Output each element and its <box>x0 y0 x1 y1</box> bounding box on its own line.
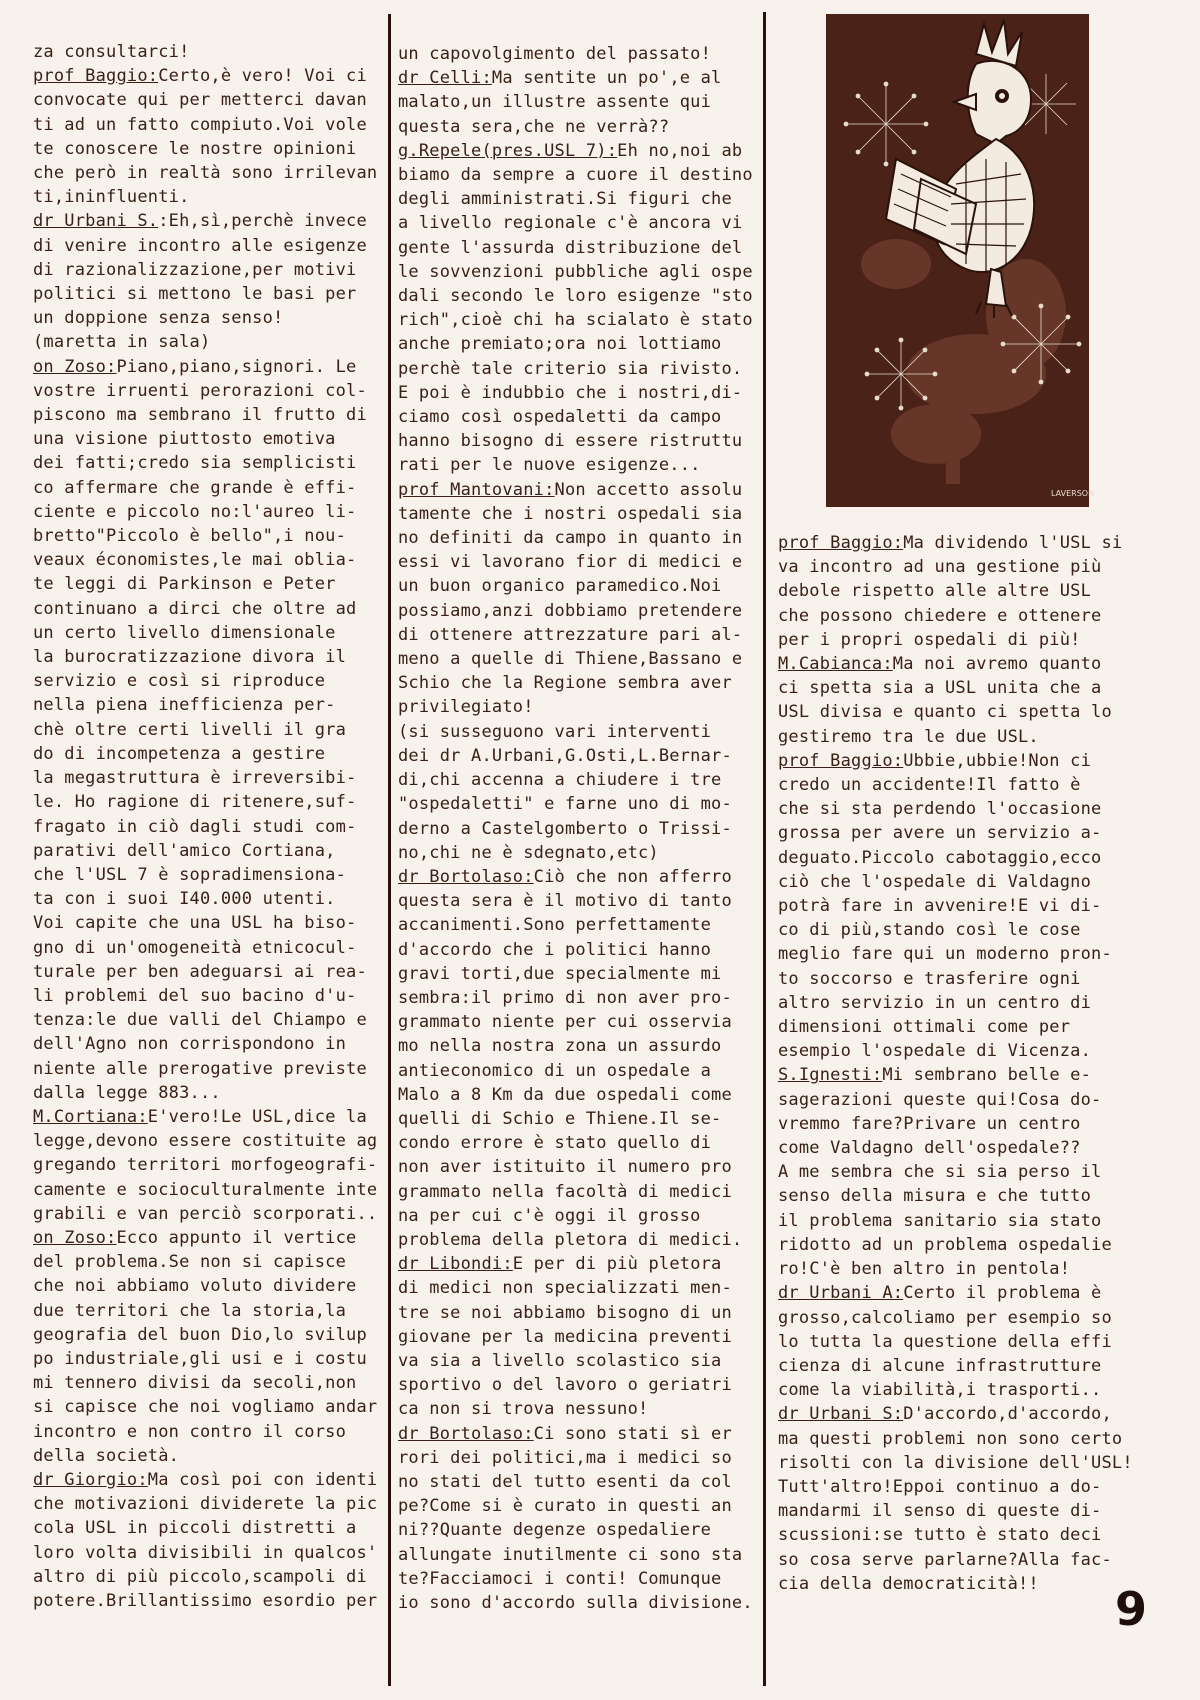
speech-block <box>398 66 768 139</box>
speech-block <box>33 1468 393 1613</box>
rooster-drawing <box>826 14 1095 507</box>
speaker-name: dr Giorgio: <box>33 1469 148 1490</box>
speech-block <box>33 355 393 1105</box>
text-column-2 <box>398 42 768 1615</box>
speaker-name: prof Baggio: <box>778 750 904 771</box>
speech-block <box>33 1105 393 1226</box>
speech-text: Mi sembrano belle e- sagerazioni queste qui!Cosa do- vremmo fare?Privare un centro come Valdagno dell'ospedale?? A me sembra che si sia perso il senso della misura e che tutto il problema sanitario sia stato ridotto ad un problema ospedalie ro!C'è ben altro in pentola! <box>778 1065 1112 1280</box>
speaker-name: prof Baggio: <box>33 66 159 87</box>
speech-text: Certo il problema è grosso,calcoliamo per esempio so lo tutta la questione della effi cienza di alcune infrastrutture come la viabilità,i trasporti.. <box>778 1283 1112 1401</box>
speech-block <box>33 40 393 64</box>
speech-block <box>778 749 1168 1064</box>
speech-block <box>398 865 768 1252</box>
speech-text: Ci sono stati sì er rori dei politici,ma i medici so no stati del tutto esenti da col pe?Come si è curato in questi an ni??Quante degenze ospedaliere allungate inutilmente ci sono sta te?Facciamoci i conti! Comunque io sono d'accordo sulla divisione. <box>398 1423 753 1613</box>
speech-text: D'accordo,d'accordo, ma questi problemi non sono certo risolti con la divisione dell'USL! Tutt'altro!Eppoi continuo a do- mandarmi il senso di queste di- scussioni:se tutto è stato deci so cosa serve parlarne?Alla fac- cia della democraticità!! <box>778 1404 1133 1594</box>
speaker-name: M.Cabianca: <box>778 654 893 675</box>
speaker-name: dr Urbani A: <box>778 1283 904 1304</box>
speech-text: za consultarci! <box>33 42 190 62</box>
speech-block <box>398 139 768 478</box>
speaker-name: on Zoso: <box>33 1227 117 1248</box>
speech-text: E'vero!Le USL,dice la legge,devono essere costituite ag gregando territori morfogeografi- camente e socioculturalmente inte grabili e van perciò scorporati.. <box>33 1106 378 1224</box>
rooster-illustration <box>826 14 1095 507</box>
speaker-name: prof Mantovani: <box>398 479 555 500</box>
speech-text: Ma così poi con identi che motivazioni dividerete la pic cola USL in piccoli distretti a loro volta divisibili in qualcos' altro di più piccolo,scampoli di potere.Brillantissimo esordio per <box>33 1469 378 1611</box>
text-column-3 <box>778 531 1168 1596</box>
speech-text: Ma sentite un po',e al malato,un illustre assente qui questa sera,che ne verrà?? <box>398 68 722 137</box>
speaker-name: M.Cortiana: <box>33 1106 148 1127</box>
speech-block <box>398 478 768 865</box>
speaker-name: prof Baggio: <box>778 533 904 553</box>
illustration-signature: LAVERSON <box>1051 489 1095 498</box>
speech-block <box>398 1422 768 1616</box>
column-divider <box>388 14 391 1686</box>
speech-block <box>33 1226 393 1468</box>
speech-block <box>398 42 768 66</box>
speech-block <box>778 531 1168 652</box>
speech-block <box>778 652 1168 749</box>
speech-text: Ciò che non afferro questa sera è il motivo di tanto accanimenti.Sono perfettamente d'accordo che i politici hanno gravi torti,due specialmente mi sembra:il primo di non aver pro- grammato niente per cui osservia mo nella nostra zona un assurdo antieconomico di un ospedale a Malo a 8 Km da due ospedali come quelli di Schio e Thiene.Il se- condo errore è stato quello di non aver istituito il numero pro grammato nella facoltà di medici na per cui c'è oggi il grosso problema della pletora di medici. <box>398 866 743 1250</box>
speech-text: E per di più pletora di medici non specializzati men- tre se noi abbiamo bisogno di un giovane per la medicina preventi va sia a livello scolastico sia sportivo o del lavoro o geriatri ca non si trova nessuno! <box>398 1254 732 1420</box>
speaker-name: dr Bortolaso: <box>398 1423 534 1444</box>
speech-text: Ma noi avremo quanto ci spetta sia a USL unita che a USL divisa e quanto ci spetta lo gestiremo tra le due USL. <box>778 654 1112 747</box>
speech-block <box>778 1402 1168 1596</box>
speech-text: Ecco appunto il vertice del problema.Se non si capisce che noi abbiamo voluto dividere due territori che la storia,la geografia del buon Dio,lo svilup po industriale,gli usi e i costu mi tennero divisi da secoli,non si capisce che noi vogliamo andar incontro e non contro il corso della società. <box>33 1227 378 1466</box>
speech-block <box>778 1281 1168 1402</box>
speaker-name: dr Libondi: <box>398 1254 513 1275</box>
speech-block <box>778 1063 1168 1281</box>
speech-text: Eh no,noi ab biamo da sempre a cuore il destino degli amministrati.Si figuri che a livello regionale c'è ancora vi gente l'assurda distribuzione del le sovvenzioni pubbliche agli ospe dali secondo le loro esigenze "sto rich",cioè chi ha scialato è stato anche premiato;ora noi lottiamo perchè tale criterio sia rivisto. E poi è indubbio che i nostri,di- ciamo così ospedaletti da campo hanno bisogno di essere ristruttu rati per le nuove esigenze... <box>398 140 753 476</box>
page-number: 9 <box>1115 1582 1148 1636</box>
speech-text: Ubbie,ubbie!Non ci credo un accidente!Il fatto è che si sta perdendo l'occasione grossa per avere un servizio a- deguato.Piccolo cabotaggio,ecco ciò che l'ospedale di Valdagno potrà fare in avvenire!E vi di- co di più,stando così le cose meglio fare qui un moderno pron- to soccorso e trasferire ogni altro servizio in un centro di dimensioni ottimali come per esempio l'ospedale di Vicenza. <box>778 750 1112 1062</box>
speaker-name: dr Urbani S. <box>33 211 159 232</box>
speaker-name: g.Repele(pres.USL 7): <box>398 140 618 161</box>
speaker-name: dr Urbani S: <box>778 1404 904 1425</box>
text-column-1 <box>33 40 393 1613</box>
speech-text: Ma dividendo l'USL si va incontro ad una gestione più debole rispetto alle altre USL che possono chiedere e ottenere per i propri ospedali di più! <box>778 533 1123 650</box>
speaker-name: dr Celli: <box>398 68 492 89</box>
speaker-name: S.Ignesti: <box>778 1065 883 1086</box>
speech-block <box>33 64 393 209</box>
speech-text: un capovolgimento del passato! <box>398 44 712 64</box>
speech-block <box>33 209 393 354</box>
speech-text: Certo,è vero! Voi ci convocate qui per metterci davan ti ad un fatto compiuto.Voi vole te conoscere le nostre opinioni che però in realtà sono irrilevan ti,ininfluenti. <box>33 66 378 208</box>
speech-text: :Eh,sì,perchè invece di venire incontro alle esigenze di razionalizzazione,per motivi politici si mettono le basi per un doppione senza senso! (maretta in sala) <box>33 211 367 353</box>
speaker-name: on Zoso: <box>33 356 117 377</box>
speaker-name: dr Bortolaso: <box>398 866 534 887</box>
speech-text: Non accetto assolu tamente che i nostri ospedali sia no definiti da campo in quanto in essi vi lavorano fior di medici e un buon organico paramedico.Noi possiamo,anzi dobbiamo pretendere di ottenere attrezzature pari al- meno a quelle di Thiene,Bassano e Schio che la Regione sembra aver privilegiato! (si susseguono vari interventi dei dr A.Urbani,G.Osti,L.Bernar- di,chi accenna a chiudere i tre "ospedaletti" e farne uno di mo- derno a Castelgomberto o Trissi- no,chi ne è sdegnato,etc) <box>398 479 743 863</box>
column-divider <box>763 12 766 1686</box>
speech-block <box>398 1252 768 1421</box>
speech-text: Piano,piano,signori. Le vostre irruenti perorazioni col- piscono ma sembrano il frutto di una visione piuttosto emotiva dei fatti;credo sia semplicisti co affermare che grande è effi- ciente e piccolo no:l'aureo li- bretto"Piccolo è bello",i nou- veaux économistes,le mai oblia- te leggi di Parkinson e Peter continuano a dirci che oltre ad un certo livello dimensionale la burocratizzazione divora il servizio e così si riproduce nella piena inefficienza per- chè oltre certi livelli il gra do di incompetenza a gestire la megastruttura è irreversibi- le. Ho ragione di ritenere,suf- fragato in ciò dagli studi com- parativi dell'amico Cortiana, che l'USL 7 è sopradimensiona- ta con i suoi I40.000 utenti. Voi capite che una USL ha biso- gno di un'omogeneità etnicocul- turale per ben adeguarsi ai rea- li problemi del suo bacino d'u- tenza:le due valli del Chiampo e dell'Agno non corrispondono in niente alle prerogative previste dalla legge 883... <box>33 356 367 1103</box>
